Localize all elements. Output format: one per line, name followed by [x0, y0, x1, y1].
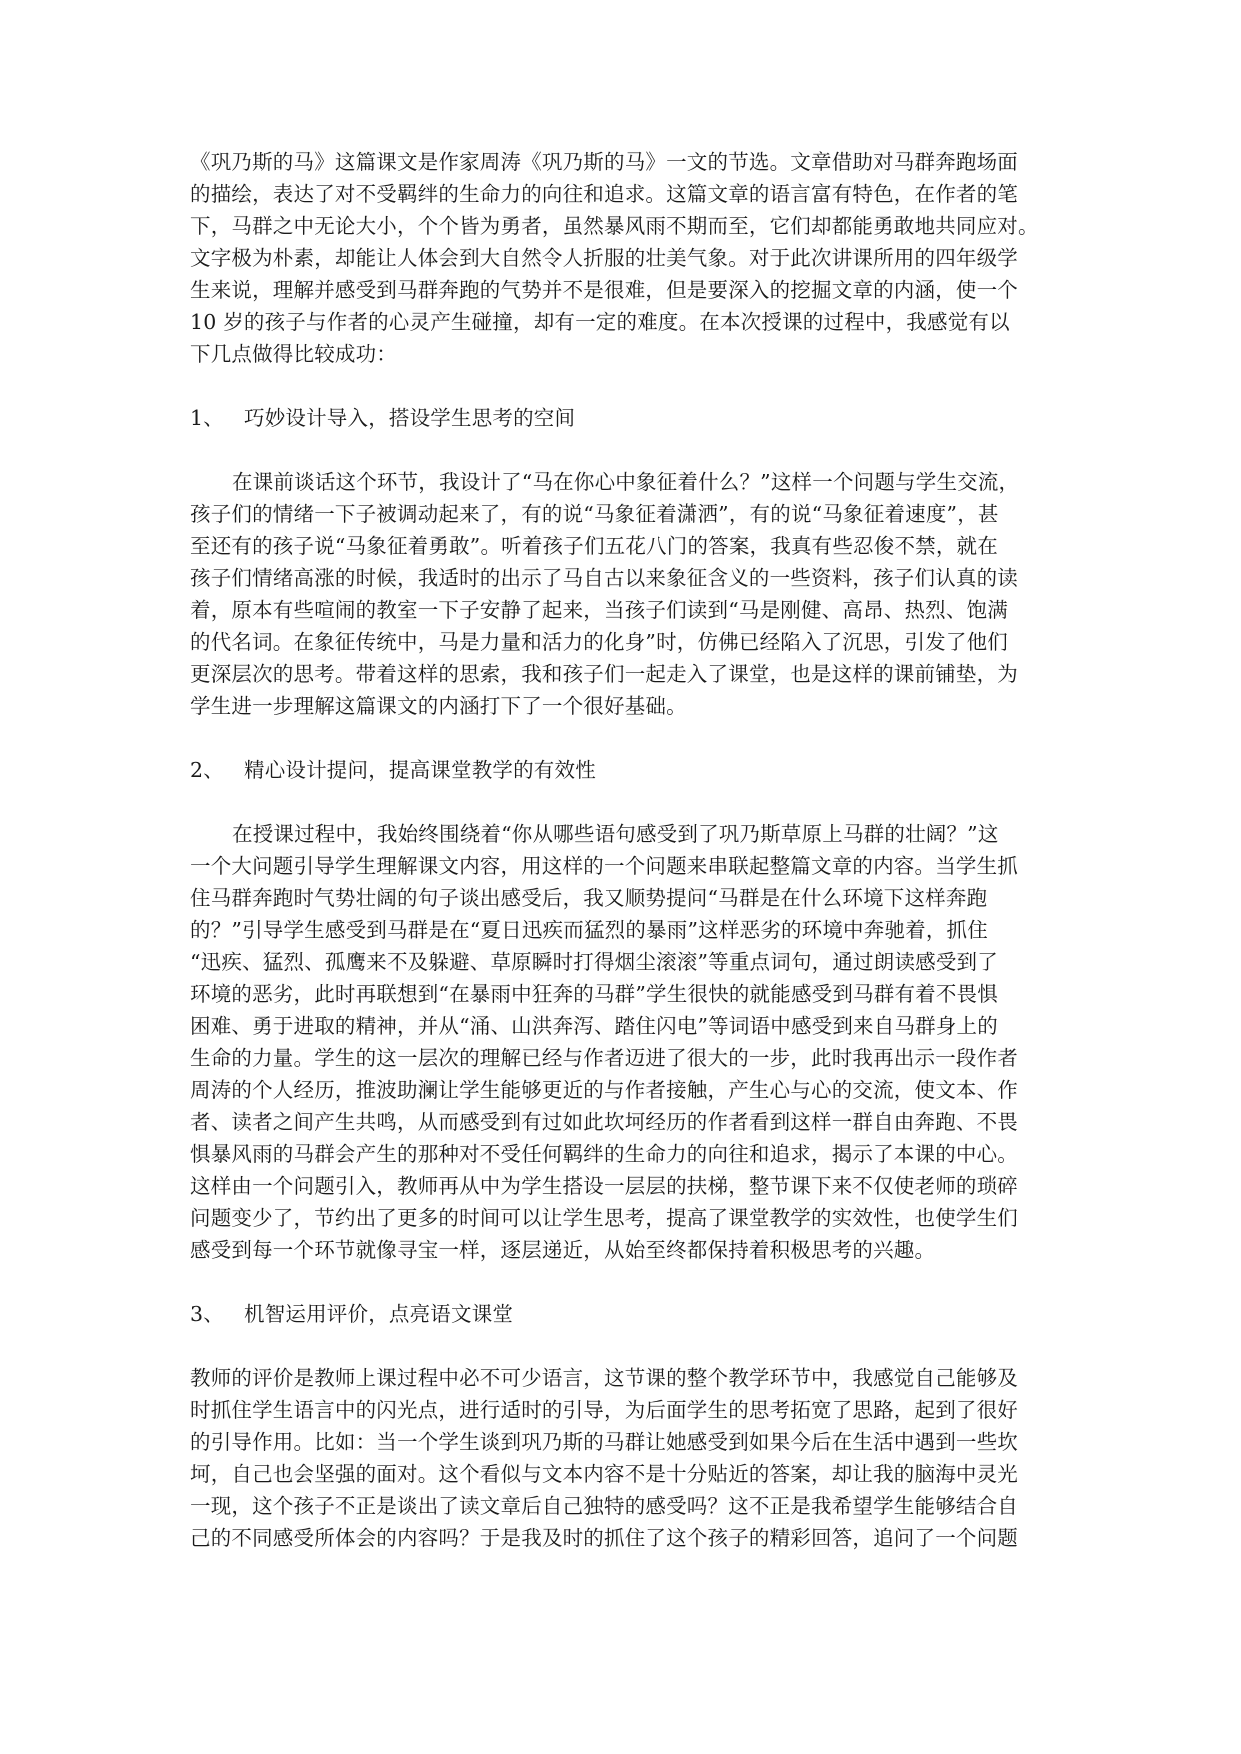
text-line: “迅疾、猛烈、孤鹰来不及躲避、草原瞬时打得烟尘滚滚”等重点词句，通过朗读感受到了 [190, 950, 998, 974]
text-line: 在授课过程中，我始终围绕着“你从哪些语句感受到了巩乃斯草原上马群的壮阔？”这 [232, 822, 999, 846]
text-line: 在课前谈话这个环节，我设计了“马在你心中象征着什么？”这样一个问题与学生交流， [232, 470, 1020, 494]
section-title: 机智运用评价，点亮语文课堂 [244, 1302, 514, 1326]
text-line: 孩子们的情绪一下子被调动起来了，有的说“马象征着潇洒”，有的说“马象征着速度”，甚 [190, 502, 999, 526]
text-line: 学生进一步理解这篇课文的内涵打下了一个很好基础。 [190, 694, 687, 718]
text-line: 周涛的个人经历，推波助澜让学生能够更近的与作者接触，产生心与心的交流，使文本、作 [190, 1078, 1018, 1102]
text-line: 的？”引导学生感受到马群是在“夏日迅疾而猛烈的暴雨”这样恶劣的环境中奔驰着，抓住 [190, 918, 988, 942]
text-line: 困难、勇于进取的精神，并从“涌、山洪奔泻、踏住闪电”等词语中感受到来自马群身上的 [190, 1014, 998, 1038]
section-title: 巧妙设计导入，搭设学生思考的空间 [244, 406, 576, 430]
section-number: 1、 [190, 406, 224, 430]
intro-paragraph [190, 146, 1090, 370]
text-line: 坷，自己也会坚强的面对。这个看似与文本内容不是十分贴近的答案，却让我的脑海中灵光 [190, 1462, 1018, 1486]
text-line: 一个大问题引导学生理解课文内容，用这样的一个问题来串联起整篇文章的内容。当学生抓 [190, 854, 1018, 878]
section-title: 精心设计提问，提高课堂教学的有效性 [244, 758, 596, 782]
section-heading-3 [190, 1298, 1090, 1330]
text-line: 下，马群之中无论大小，个个皆为勇者，虽然暴风雨不期而至，它们却都能勇敢地共同应对。 [190, 214, 1039, 238]
text-line: 生来说，理解并感受到马群奔跑的气势并不是很难，但是要深入的挖掘文章的内涵，使一个 [190, 278, 1018, 302]
text-line: 《巩乃斯的马》这篇课文是作家周涛《巩乃斯的马》一文的节选。文章借助对马群奔跑场面 [190, 150, 1018, 174]
text-line: 更深层次的思考。带着这样的思索，我和孩子们一起走入了课堂，也是这样的课前铺垫，为 [190, 662, 1018, 686]
text-line: 这样由一个问题引入，教师再从中为学生搭设一层层的扶梯，整节课下来不仅使老师的琐碎 [190, 1174, 1018, 1198]
section-heading-2 [190, 754, 1090, 786]
section-paragraph-2 [190, 818, 1090, 1266]
text-line: 问题变少了，节约出了更多的时间可以让学生思考，提高了课堂教学的实效性，也使学生们 [190, 1206, 1018, 1230]
text-line: 下几点做得比较成功： [190, 342, 397, 366]
section-heading-1 [190, 402, 1090, 434]
section-number: 3、 [190, 1302, 224, 1326]
text-line: 至还有的孩子说“马象征着勇敢”。听着孩子们五花八门的答案，我真有些忍俊不禁，就在 [190, 534, 998, 558]
text-line: 的代名词。在象征传统中，马是力量和活力的化身”时，仿佛已经陷入了沉思，引发了他们 [190, 630, 1008, 654]
section-paragraph-3 [190, 1362, 1090, 1554]
text-line: 环境的恶劣，此时再联想到“在暴雨中狂奔的马群”学生很快的就能感受到马群有着不畏惧 [190, 982, 998, 1006]
text-line: 的描绘，表达了对不受羁绊的生命力的向往和追求。这篇文章的语言富有特色，在作者的笔 [190, 182, 1018, 206]
text-line: 着，原本有些喧闹的教室一下子安静了起来，当孩子们读到“马是刚健、高昂、热烈、饱满 [190, 598, 1008, 622]
text-line: 10 岁的孩子与作者的心灵产生碰撞，却有一定的难度。在本次授课的过程中，我感觉有以 [190, 310, 1010, 334]
section-paragraph-1 [190, 466, 1090, 722]
text-line: 时抓住学生语言中的闪光点，进行适时的引导，为后面学生的思考拓宽了思路，起到了很好 [190, 1398, 1018, 1422]
document-body [190, 146, 1090, 1554]
text-line: 己的不同感受所体会的内容吗？于是我及时的抓住了这个孩子的精彩回答，追问了一个问题 [190, 1526, 1018, 1550]
text-line: 住马群奔跑时气势壮阔的句子谈出感受后，我又顺势提问“马群是在什么环境下这样奔跑 [190, 886, 988, 910]
text-line: 惧暴风雨的马群会产生的那种对不受任何羁绊的生命力的向往和追求，揭示了本课的中心。 [190, 1142, 1018, 1166]
section-number: 2、 [190, 758, 224, 782]
text-line: 一现，这个孩子不正是谈出了读文章后自己独特的感受吗？这不正是我希望学生能够结合自 [190, 1494, 1018, 1518]
text-line: 感受到每一个环节就像寻宝一样，逐层递近，从始至终都保持着积极思考的兴趣。 [190, 1238, 936, 1262]
text-line: 的引导作用。比如：当一个学生谈到巩乃斯的马群让她感受到如果今后在生活中遇到一些坎 [190, 1430, 1018, 1454]
text-line: 者、读者之间产生共鸣，从而感受到有过如此坎坷经历的作者看到这样一群自由奔跑、不畏 [190, 1110, 1018, 1134]
text-line: 教师的评价是教师上课过程中必不可少语言，这节课的整个教学环节中，我感觉自己能够及 [190, 1366, 1018, 1390]
text-line: 孩子们情绪高涨的时候，我适时的出示了马自古以来象征含义的一些资料，孩子们认真的读 [190, 566, 1018, 590]
text-line: 文字极为朴素，却能让人体会到大自然令人折服的壮美气象。对于此次讲课所用的四年级学 [190, 246, 1018, 270]
text-line: 生命的力量。学生的这一层次的理解已经与作者迈进了很大的一步，此时我再出示一段作者 [190, 1046, 1018, 1070]
